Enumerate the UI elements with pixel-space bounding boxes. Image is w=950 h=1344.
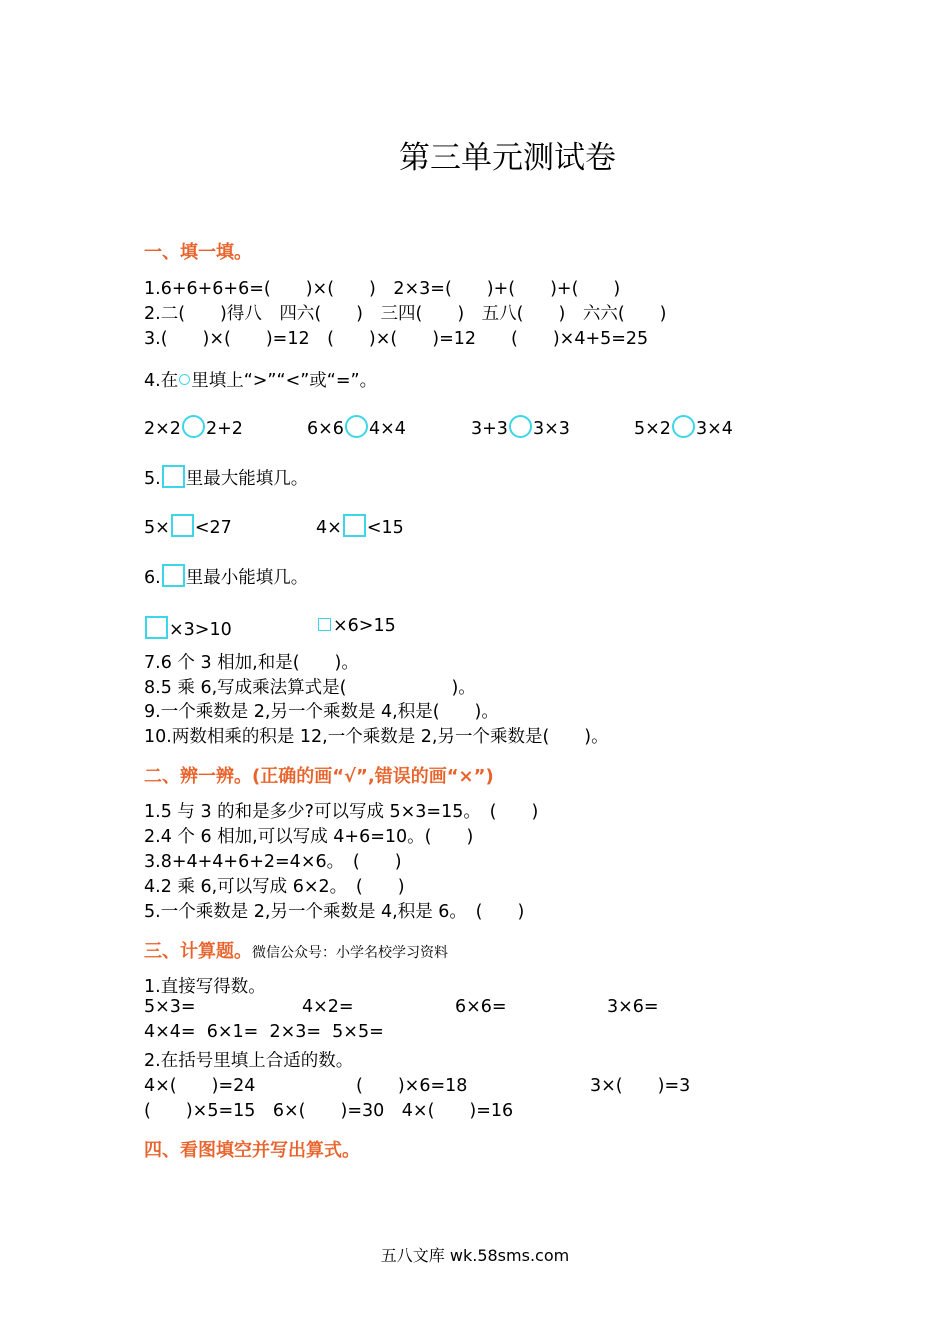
answer-box-input[interactable]	[343, 514, 366, 537]
s1-line-5	[144, 465, 308, 490]
compare-2	[307, 415, 406, 439]
compare-3-left: 3+3	[471, 419, 508, 439]
compare-1	[144, 415, 243, 439]
s1-line-4	[144, 367, 377, 392]
section-1-heading: 一、填一填。	[144, 242, 252, 263]
compare-4-left: 5×2	[634, 419, 671, 439]
s1-line-6	[144, 564, 308, 589]
box-eq-4-right: ×6>15	[333, 616, 396, 636]
s1-line-5-prefix: 5.	[144, 469, 161, 489]
s1-line-2: 2.二( )得八 四六( ) 三四( ) 五八( ) 六六( )	[144, 304, 667, 324]
compare-1-right: 2+2	[205, 419, 243, 439]
s2-line-5: 5.一个乘数是 2,另一个乘数是 4,积是 6。 ( )	[144, 902, 525, 922]
circle-icon	[179, 374, 190, 385]
compare-4	[634, 415, 733, 439]
s1-line-3: 3.( )×( )=12 ( )×( )=12 ( )×4+5=25	[144, 329, 649, 349]
compare-circle-input[interactable]	[182, 415, 205, 438]
box-eq-3	[144, 616, 232, 640]
s1-line-8: 8.5 乘 6,写成乘法算式是( )。	[144, 678, 476, 698]
section-3-heading	[144, 937, 448, 963]
compare-3	[471, 415, 570, 439]
s1-line-9: 9.一个乘数是 2,另一个乘数是 4,积是( )。	[144, 702, 499, 722]
box-eq-2-left: 4×	[316, 518, 342, 538]
section-3-note: 微信公众号：小学名校学习资料	[252, 945, 448, 961]
compare-circle-input[interactable]	[509, 415, 532, 438]
s3-r1-b: 4×2=	[302, 997, 354, 1017]
s3-line-2: 2.在括号里填上合适的数。	[144, 1051, 354, 1071]
box-eq-3-right: ×3>10	[169, 620, 232, 640]
answer-box-input[interactable]	[318, 618, 331, 631]
s1-line-10: 10.两数相乘的积是 12,一个乘数是 2,另一个乘数是( )。	[144, 727, 609, 747]
s1-line-6-prefix: 6.	[144, 568, 161, 588]
section-3-title: 三、计算题。	[144, 941, 252, 962]
s3-row-4: ( )×5=15 6×( )=30 4×( )=16	[144, 1101, 514, 1121]
compare-circle-input[interactable]	[345, 415, 368, 438]
answer-box-input[interactable]	[145, 616, 168, 639]
s1-line-1: 1.6+6+6+6=( )×( ) 2×3=( )+( )+( )	[144, 279, 621, 299]
section-4-heading: 四、看图填空并写出算式。	[144, 1140, 360, 1161]
s3-r1-a: 5×3=	[144, 997, 196, 1017]
compare-1-left: 2×2	[144, 419, 181, 439]
s2-line-3: 3.8+4+4+6+2=4×6。 ( )	[144, 852, 402, 872]
s1-line-4-suffix: 里填上“>”“<”或“=”。	[191, 371, 378, 391]
footer-watermark: 五八文库 wk.58sms.com	[380, 1246, 570, 1265]
square-icon	[162, 465, 185, 488]
page-title: 第三单元测试卷	[399, 140, 616, 176]
box-eq-1	[144, 514, 232, 538]
s3-r1-d: 3×6=	[607, 997, 659, 1017]
compare-3-right: 3×3	[532, 419, 570, 439]
s1-line-5-suffix: 里最大能填几。	[185, 469, 309, 489]
s1-line-7: 7.6 个 3 相加,和是( )。	[144, 653, 359, 673]
s2-line-1: 1.5 与 3 的和是多少?可以写成 5×3=15。 ( )	[144, 802, 539, 822]
s1-line-4-prefix: 4.在	[144, 371, 179, 391]
s3-r3-c: 3×( )=3	[590, 1076, 691, 1096]
box-eq-2	[316, 514, 404, 538]
s2-line-2: 2.4 个 6 相加,可以写成 4+6=10。( )	[144, 827, 474, 847]
s3-row-2: 4×4= 6×1= 2×3= 5×5=	[144, 1022, 384, 1042]
box-eq-1-left: 5×	[144, 518, 170, 538]
compare-4-right: 3×4	[695, 419, 733, 439]
s3-r3-b: ( )×6=18	[356, 1076, 468, 1096]
s3-r1-c: 6×6=	[455, 997, 507, 1017]
box-eq-4	[316, 616, 396, 636]
compare-2-left: 6×6	[307, 419, 344, 439]
box-eq-1-right: <27	[194, 518, 232, 538]
compare-circle-input[interactable]	[672, 415, 695, 438]
s1-line-6-suffix: 里最小能填几。	[185, 568, 309, 588]
answer-box-input[interactable]	[171, 514, 194, 537]
s3-line-1: 1.直接写得数。	[144, 977, 266, 997]
s3-r3-a: 4×( )=24	[144, 1076, 256, 1096]
square-icon	[162, 564, 185, 587]
compare-2-right: 4×4	[368, 419, 406, 439]
s2-line-4: 4.2 乘 6,可以写成 6×2。 ( )	[144, 877, 405, 897]
box-eq-2-right: <15	[366, 518, 404, 538]
section-2-heading: 二、辨一辨。(正确的画“√”,错误的画“×”)	[144, 766, 494, 787]
